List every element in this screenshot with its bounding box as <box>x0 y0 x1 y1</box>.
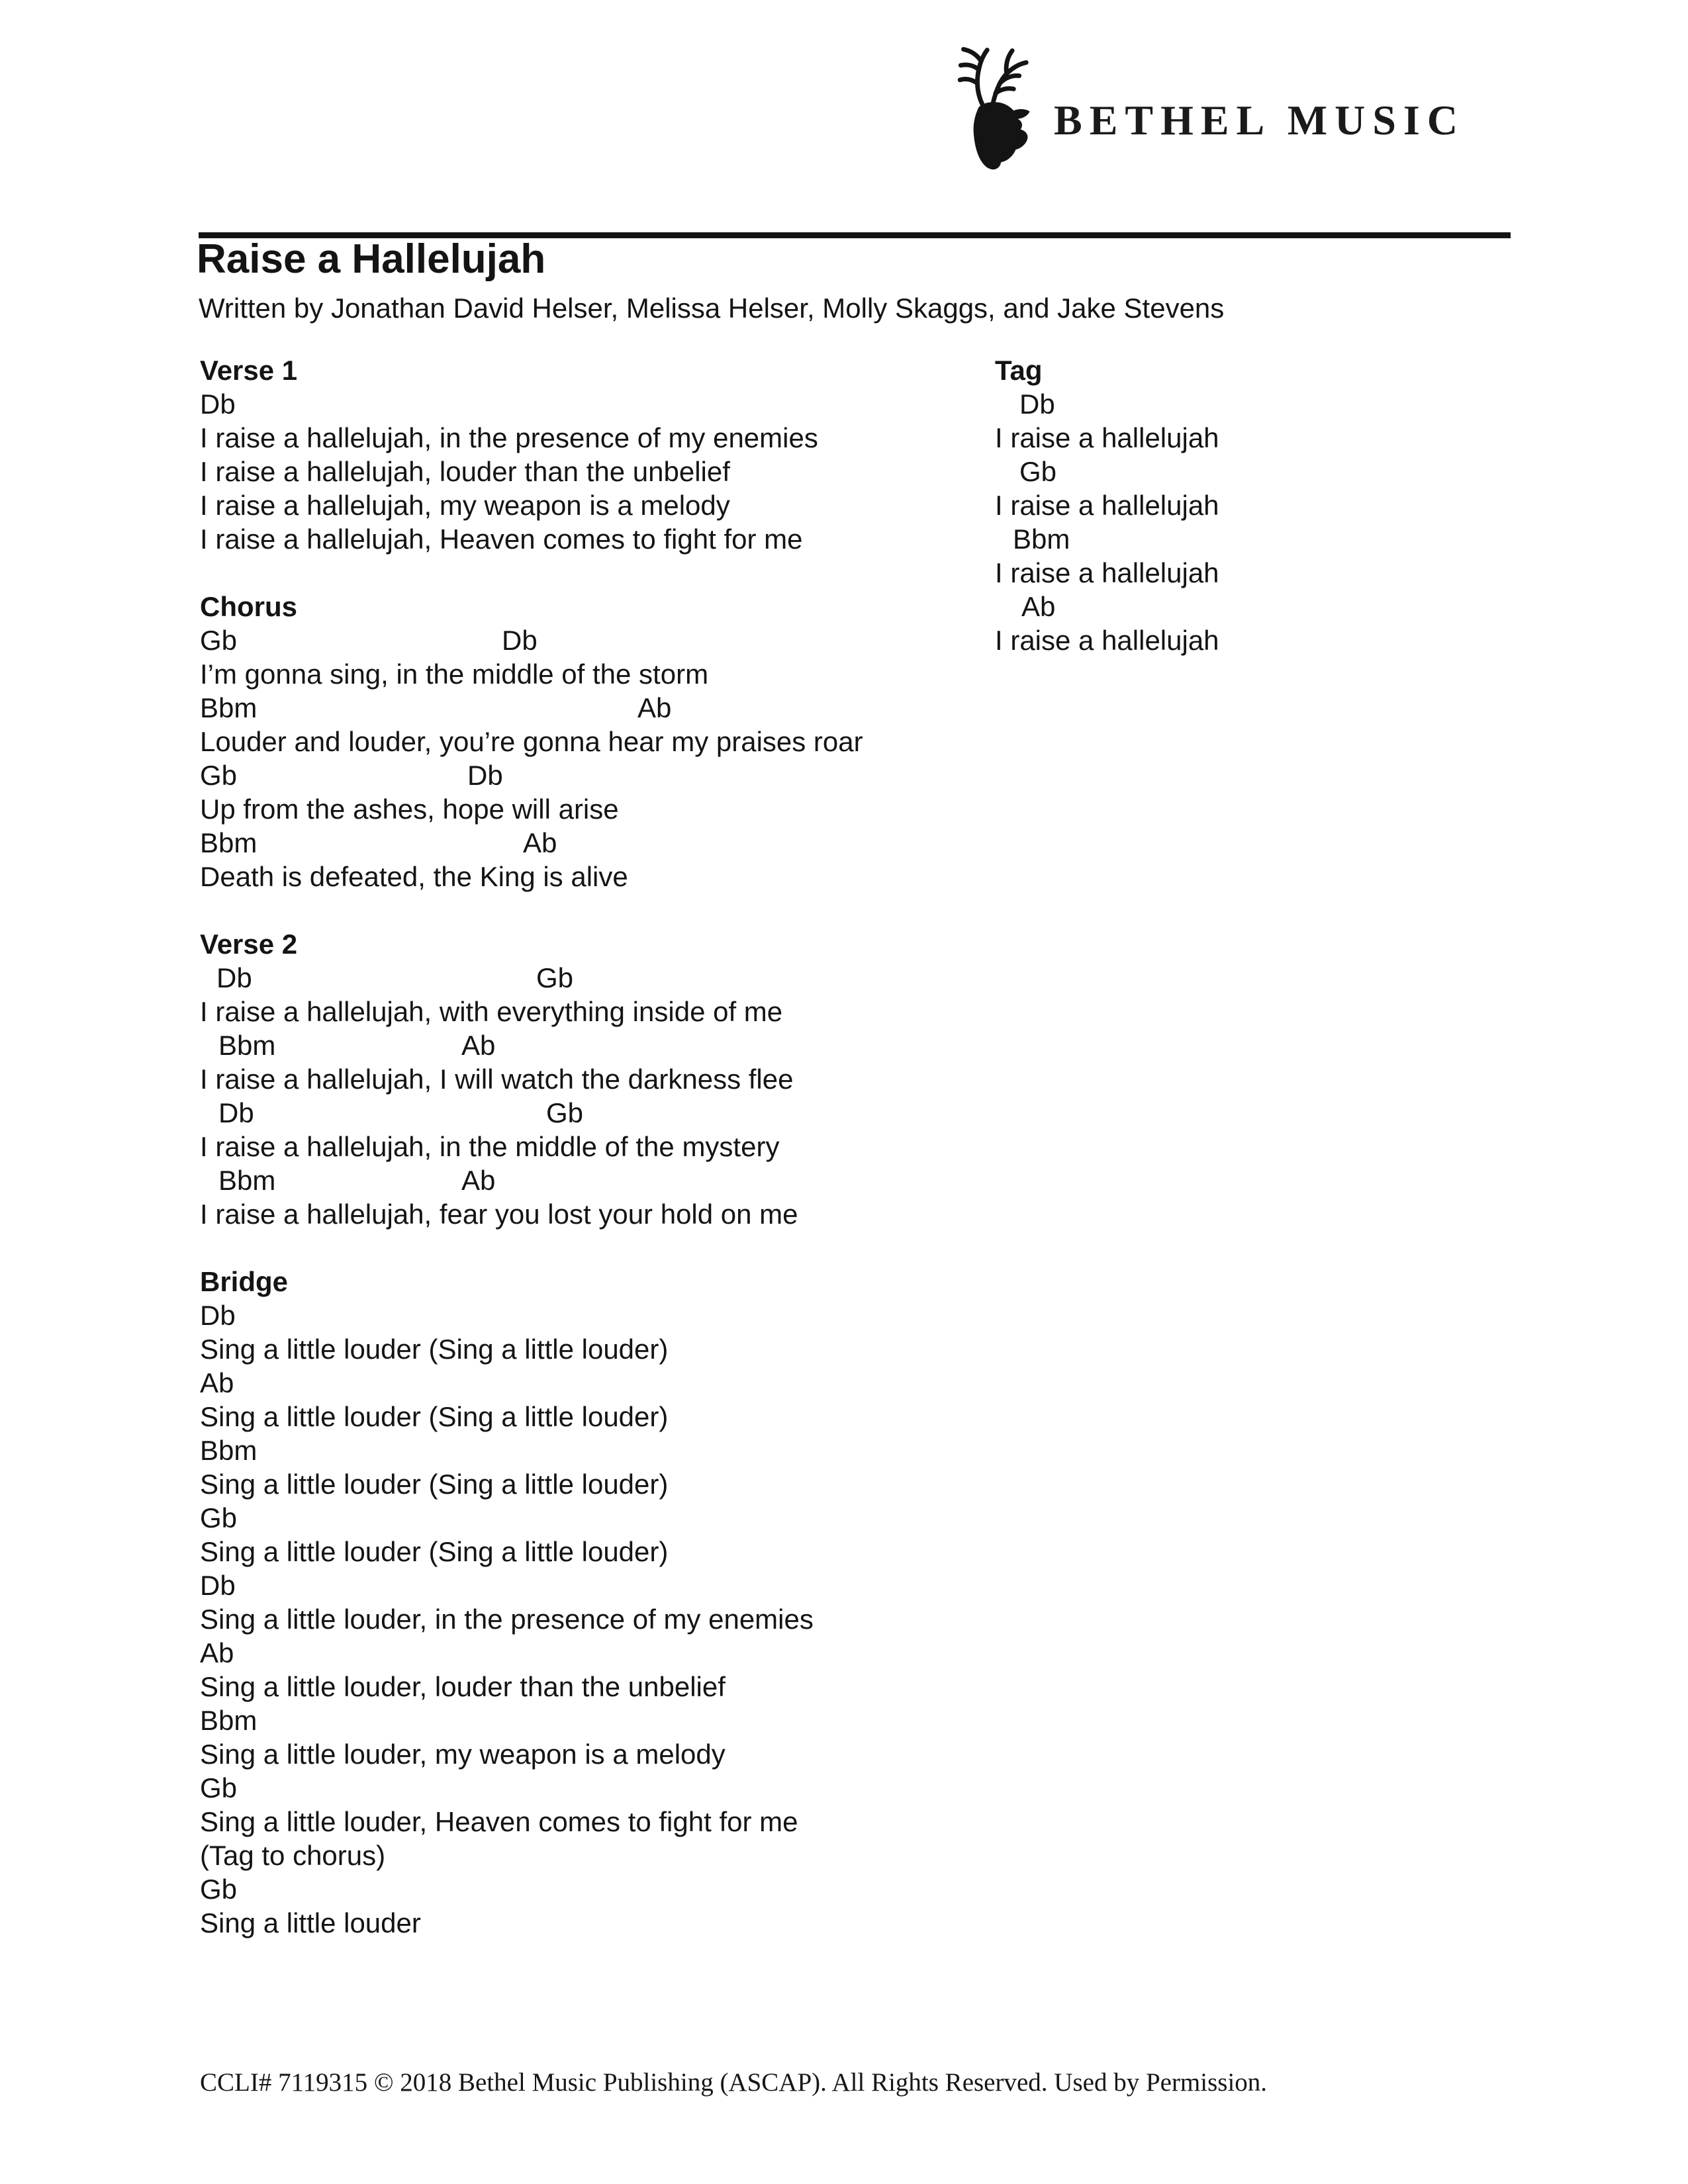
section-label: Verse 2 <box>200 929 298 960</box>
lyric-line: I raise a hallelujah, my weapon is a melody <box>200 490 730 521</box>
chord: Gb <box>200 1874 238 1905</box>
lyric-line: I raise a hallelujah <box>995 625 1219 656</box>
lyric-line: I’m gonna sing, in the middle of the storm <box>200 659 709 690</box>
chord-line <box>200 1028 1027 1062</box>
chord: Db <box>218 1097 254 1128</box>
lyric-line: I raise a hallelujah, I will watch the darkness flee <box>200 1064 794 1095</box>
chord: Db <box>502 625 538 656</box>
lyric-line: I raise a hallelujah <box>995 490 1219 521</box>
chord-line <box>200 1433 1027 1467</box>
chord-line <box>200 1872 1027 1906</box>
chord-line <box>200 1501 1027 1535</box>
lyric-line: Sing a little louder (Sing a little louder) <box>200 1401 669 1432</box>
lyric-line: Sing a little louder, in the presence of my enemies <box>200 1604 814 1635</box>
chord: Gb <box>546 1097 584 1128</box>
lyric-line: (Tag to chorus) <box>200 1840 386 1871</box>
lyric-line: I raise a hallelujah, Heaven comes to fight for me <box>200 523 803 555</box>
lyric-line: Sing a little louder <box>200 1907 421 1938</box>
section-label: Tag <box>995 355 1043 386</box>
chord: Ab <box>461 1165 496 1196</box>
song-section <box>995 353 1524 657</box>
chord-line <box>200 623 1027 657</box>
chord-line <box>200 758 1027 792</box>
song-title: Raise a Hallelujah <box>197 236 546 282</box>
chord: Db <box>200 388 236 420</box>
lyric-line: Up from the ashes, hope will arise <box>200 794 619 825</box>
chord-line <box>200 961 1027 995</box>
lyric-line: I raise a hallelujah, in the middle of the mystery <box>200 1131 780 1162</box>
chord-line <box>200 1096 1027 1130</box>
song-section <box>200 927 1027 1231</box>
chord: Bbm <box>200 1435 258 1466</box>
chord-line <box>200 1569 1027 1602</box>
lyric-line: I raise a hallelujah <box>995 557 1219 588</box>
chord-line <box>200 1704 1027 1737</box>
lyric-line: I raise a hallelujah, in the presence of my enemies <box>200 422 818 453</box>
lyric-line: I raise a hallelujah, louder than the unbelief <box>200 456 730 487</box>
chart-left-column <box>200 353 1027 1974</box>
chord: Ab <box>637 692 672 723</box>
chord-line <box>200 1163 1027 1197</box>
chord: Db <box>467 760 503 791</box>
song-credits: Written by Jonathan David Helser, Melissa Helser, Molly Skaggs, and Jake Stevens <box>199 293 1225 324</box>
copyright-footer: CCLI# 7119315 © 2018 Bethel Music Publishing (ASCAP). All Rights Reserved. Used by Permission. <box>200 2068 1268 2097</box>
lyric-line: Louder and louder, you’re gonna hear my praises roar <box>200 726 863 757</box>
section-label: Bridge <box>200 1266 289 1297</box>
chord: Bbm <box>1013 523 1070 555</box>
chord: Db <box>216 962 252 993</box>
chord-line <box>995 455 1524 488</box>
chord: Gb <box>200 1772 238 1803</box>
lyric-line: Sing a little louder (Sing a little louder) <box>200 1469 669 1500</box>
chart-right-column <box>995 353 1524 691</box>
lyric-line: Sing a little louder (Sing a little louder) <box>200 1334 669 1365</box>
chord: Gb <box>200 625 238 656</box>
lyric-line: Sing a little louder, Heaven comes to fight for me <box>200 1806 798 1837</box>
chord: Ab <box>523 827 557 858</box>
brand-wordmark: BETHEL MUSIC <box>1054 96 1466 144</box>
deer-head-logo-icon <box>947 43 1034 175</box>
chord: Ab <box>200 1637 234 1668</box>
chord-line <box>200 691 1027 725</box>
chord-line <box>995 522 1524 556</box>
section-label: Chorus <box>200 591 297 622</box>
chord: Db <box>1019 388 1055 420</box>
chord: Gb <box>536 962 574 993</box>
chord: Bbm <box>200 1705 258 1736</box>
chord-line <box>200 1771 1027 1805</box>
chord: Gb <box>200 760 238 791</box>
chord: Ab <box>1021 591 1056 622</box>
chord-line <box>200 1636 1027 1670</box>
lyric-line: Sing a little louder (Sing a little louder) <box>200 1536 669 1567</box>
chord: Bbm <box>200 692 258 723</box>
lyric-line: I raise a hallelujah, fear you lost your hold on me <box>200 1199 798 1230</box>
chord: Gb <box>200 1502 238 1533</box>
section-label: Verse 1 <box>200 355 298 386</box>
bethel-music-logo <box>947 41 1465 177</box>
lyric-line: I raise a hallelujah <box>995 422 1219 453</box>
chord-line <box>200 1366 1027 1400</box>
chord: Bbm <box>218 1165 276 1196</box>
lyric-line: I raise a hallelujah, with everything inside of me <box>200 996 783 1027</box>
chord: Db <box>200 1300 236 1331</box>
chord-line <box>200 1298 1027 1332</box>
chord-line <box>200 387 1027 421</box>
lyric-line: Death is defeated, the King is alive <box>200 861 628 892</box>
lyric-line: Sing a little louder, louder than the unbelief <box>200 1671 726 1702</box>
chord: Db <box>200 1570 236 1601</box>
chord: Ab <box>200 1367 234 1398</box>
lyric-line: Sing a little louder, my weapon is a melody <box>200 1739 726 1770</box>
chord-line <box>200 826 1027 860</box>
chord: Bbm <box>218 1030 276 1061</box>
chord: Ab <box>461 1030 496 1061</box>
chord: Gb <box>1019 456 1057 487</box>
chord-line <box>995 590 1524 623</box>
song-section <box>200 1265 1027 1940</box>
song-section <box>200 353 1027 556</box>
chord-line <box>995 387 1524 421</box>
chord: Bbm <box>200 827 258 858</box>
song-section <box>200 590 1027 893</box>
